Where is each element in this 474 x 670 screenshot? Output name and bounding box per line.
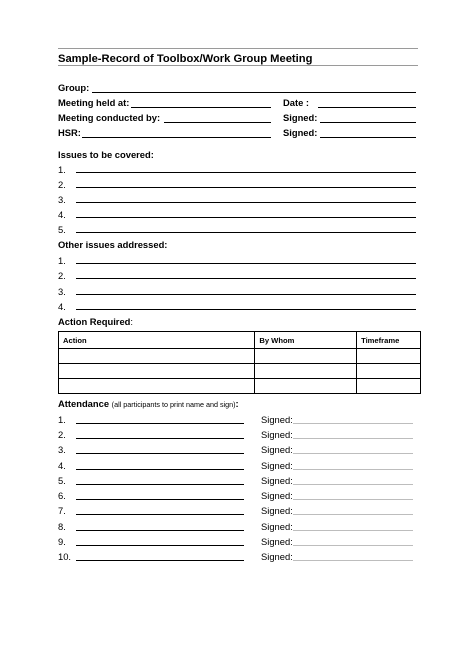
other-issue-number: 1. — [58, 255, 66, 266]
attendee-signed-label: Signed: — [261, 551, 293, 562]
attendee-signature-line[interactable] — [293, 475, 413, 485]
issue-number: 2. — [58, 179, 66, 190]
hsr-label: HSR: — [58, 127, 81, 138]
by-whom-column-header: By Whom — [255, 332, 357, 349]
action-table-header — [59, 332, 421, 349]
issue-number: 3. — [58, 194, 66, 205]
attendee-name-line[interactable] — [76, 414, 244, 424]
table-row — [59, 349, 421, 364]
attendance-colon: : — [235, 398, 239, 409]
attendee-name-line[interactable] — [76, 444, 244, 454]
attendee-number: 9. — [58, 536, 66, 547]
attendee-number: 4. — [58, 460, 66, 471]
attendee-name-line[interactable] — [76, 460, 244, 470]
attendee-name-line[interactable] — [76, 536, 244, 546]
timeframe-cell[interactable] — [357, 364, 421, 379]
attendee-number: 1. — [58, 414, 66, 425]
issues-heading: Issues to be covered: — [58, 149, 154, 160]
attendee-signed-label: Signed: — [261, 429, 293, 440]
signed-field-2[interactable] — [320, 128, 416, 138]
attendee-signature-line[interactable] — [293, 505, 413, 515]
title-rule — [58, 65, 418, 66]
other-issue-line[interactable] — [76, 300, 416, 310]
action-required-heading — [58, 316, 133, 327]
other-issue-number: 4. — [58, 301, 66, 312]
attendee-signature-line[interactable] — [293, 414, 413, 424]
attendee-number: 10. — [58, 551, 72, 562]
top-rule — [58, 48, 418, 49]
attendee-name-line[interactable] — [76, 475, 244, 485]
date-label: Date : — [283, 97, 310, 108]
issue-line[interactable] — [76, 223, 416, 233]
attendee-signed-label: Signed: — [261, 444, 293, 455]
attendee-signature-line[interactable] — [293, 429, 413, 439]
attendee-signature-line[interactable] — [293, 521, 413, 531]
other-issue-line[interactable] — [76, 254, 416, 264]
other-issues-heading: Other issues addressed: — [58, 239, 168, 250]
attendee-name-line[interactable] — [76, 505, 244, 515]
meeting-conducted-by-label: Meeting conducted by: — [58, 112, 161, 123]
action-required-label: Action Required — [58, 316, 131, 327]
date-field[interactable] — [318, 98, 416, 108]
other-issue-number: 2. — [58, 270, 66, 281]
issue-number: 5. — [58, 224, 66, 235]
attendee-signed-label: Signed: — [261, 475, 293, 486]
issue-number: 4. — [58, 209, 66, 220]
attendee-name-line[interactable] — [76, 490, 244, 500]
attendance-note: (all participants to print name and sign) — [111, 400, 236, 409]
attendance-label: Attendance — [58, 398, 110, 409]
issue-line[interactable] — [76, 193, 416, 203]
attendee-name-line[interactable] — [76, 521, 244, 531]
attendee-name-line[interactable] — [76, 551, 244, 561]
attendee-name-line[interactable] — [76, 429, 244, 439]
issue-line[interactable] — [76, 163, 416, 173]
attendee-signature-line[interactable] — [293, 551, 413, 561]
by-whom-cell[interactable] — [255, 379, 357, 394]
signed-label-1: Signed: — [283, 112, 318, 123]
attendee-signature-line[interactable] — [293, 536, 413, 546]
hsr-field[interactable] — [82, 128, 271, 138]
by-whom-cell[interactable] — [255, 349, 357, 364]
group-label: Group: — [58, 82, 90, 93]
attendee-number: 8. — [58, 521, 66, 532]
action-required-colon: : — [130, 316, 134, 327]
timeframe-cell[interactable] — [357, 379, 421, 394]
attendee-signed-label: Signed: — [261, 521, 293, 532]
table-row — [59, 364, 421, 379]
attendee-number: 5. — [58, 475, 66, 486]
attendee-signature-line[interactable] — [293, 490, 413, 500]
issue-line[interactable] — [76, 178, 416, 188]
other-issue-line[interactable] — [76, 269, 416, 279]
timeframe-column-header: Timeframe — [357, 332, 421, 349]
timeframe-cell[interactable] — [357, 349, 421, 364]
other-issue-line[interactable] — [76, 285, 416, 295]
other-issue-number: 3. — [58, 286, 66, 297]
group-field[interactable] — [92, 83, 416, 93]
meeting-conducted-by-field[interactable] — [164, 113, 271, 123]
meeting-held-at-label: Meeting held at: — [58, 97, 130, 108]
action-cell[interactable] — [59, 364, 255, 379]
attendee-number: 6. — [58, 490, 66, 501]
issue-line[interactable] — [76, 208, 416, 218]
action-column-header: Action — [59, 332, 255, 349]
action-cell[interactable] — [59, 349, 255, 364]
attendee-number: 2. — [58, 429, 66, 440]
signed-label-2: Signed: — [283, 127, 318, 138]
attendee-signature-line[interactable] — [293, 444, 413, 454]
attendee-signed-label: Signed: — [261, 536, 293, 547]
form-title: Sample-Record of Toolbox/Work Group Meeting — [58, 53, 313, 65]
attendee-signed-label: Signed: — [261, 460, 293, 471]
issue-number: 1. — [58, 164, 66, 175]
table-row — [59, 379, 421, 394]
attendee-signed-label: Signed: — [261, 490, 293, 501]
attendance-heading — [58, 398, 239, 409]
meeting-held-at-field[interactable] — [131, 98, 271, 108]
by-whom-cell[interactable] — [255, 364, 357, 379]
attendee-number: 7. — [58, 505, 66, 516]
attendee-signature-line[interactable] — [293, 460, 413, 470]
attendee-signed-label: Signed: — [261, 414, 293, 425]
signed-field-1[interactable] — [320, 113, 416, 123]
action-cell[interactable] — [59, 379, 255, 394]
attendee-signed-label: Signed: — [261, 505, 293, 516]
attendee-number: 3. — [58, 444, 66, 455]
action-table — [58, 331, 421, 394]
